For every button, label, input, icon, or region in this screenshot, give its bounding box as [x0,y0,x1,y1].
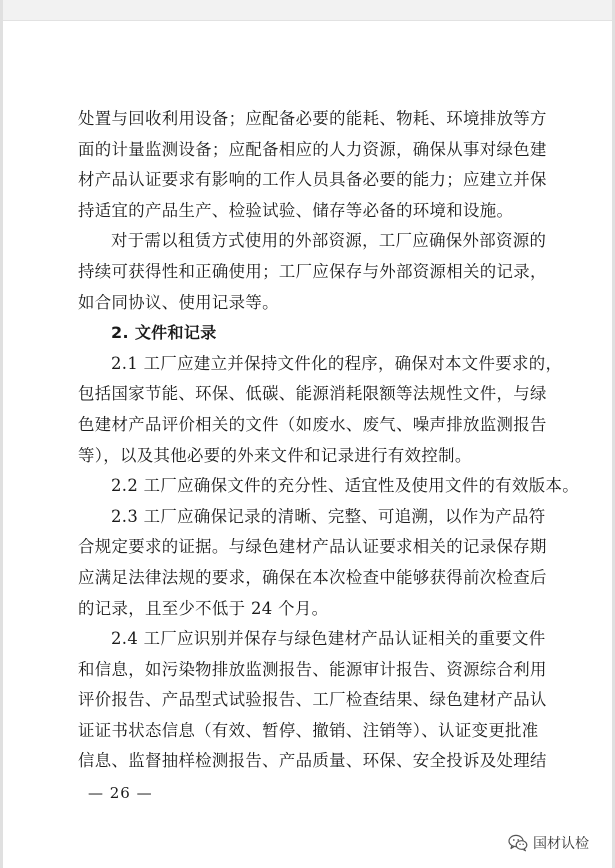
text-line: 持适宜的产品生产、检验试验、储存等必备的环境和设施。 [78,200,514,220]
page-number: — 26 — [88,784,153,802]
watermark-text: 国材认检 [533,836,589,852]
text-line: 应满足法律法规的要求，确保在本次检查中能够获得前次检查后 [78,567,547,587]
text-line: 2.4 工厂应识别并保存与绿色建材产品认证相关的重要文件 [111,629,546,649]
text-line: 如合同协议、使用记录等。 [78,292,279,312]
text-line: 等），以及其他必要的外来文件和记录进行有效控制。 [78,445,472,465]
document-page [78,104,579,777]
text-line: 合规定要求的证据。与绿色建材产品认证要求相关的记录保存期 [78,537,547,557]
text-line: 评价报告、产品型式试验报告、工厂检查结果、绿色建材产品认 [78,690,547,710]
wechat-icon [508,834,528,852]
text-line: 持续可获得性和正确使用；工厂应保存与外部资源相关的记录， [78,261,547,281]
text-line: 和信息，如污染物排放监测报告、能源审计报告、资源综合利用 [78,659,547,679]
viewer-top-bar [0,0,615,21]
text-line: 证证书状态信息（有效、暂停、撤销、注销等）、认证变更批准 [78,720,539,740]
viewer-left-edge [0,0,3,868]
text-line: 2.2 工厂应确保文件的充分性、适宜性及使用文件的有效版本。 [111,476,579,496]
text-line: 的记录，且至少不低于 24 个月。 [78,598,329,618]
text-line: 面的计量监测设备；应配备相应的人力资源，确保从事对绿色建 [78,139,547,159]
text-line: 2.1 工厂应建立并保持文件化的程序，确保对本文件要求的， [111,353,563,373]
text-line: 对于需以租赁方式使用的外部资源，工厂应确保外部资源的 [111,231,547,251]
text-line: 2.3 工厂应确保记录的清晰、完整、可追溯，以作为产品符 [111,506,546,526]
watermark [508,832,589,854]
section-heading: 2. 文件和记录 [111,323,217,343]
text-line: 信息、监督抽样检测报告、产品质量、环保、安全投诉及处理结 [78,751,547,771]
text-line: 材产品认证要求有影响的工作人员具备必要的能力；应建立并保 [78,170,547,190]
text-line: 色建材产品评价相关的文件（如废水、废气、噪声排放监测报告 [78,414,547,434]
text-line: 包括国家节能、环保、低碳、能源消耗限额等法规性文件，与绿 [78,384,547,404]
text-line: 处置与回收利用设备；应配备必要的能耗、物耗、环境排放等方 [78,109,547,128]
